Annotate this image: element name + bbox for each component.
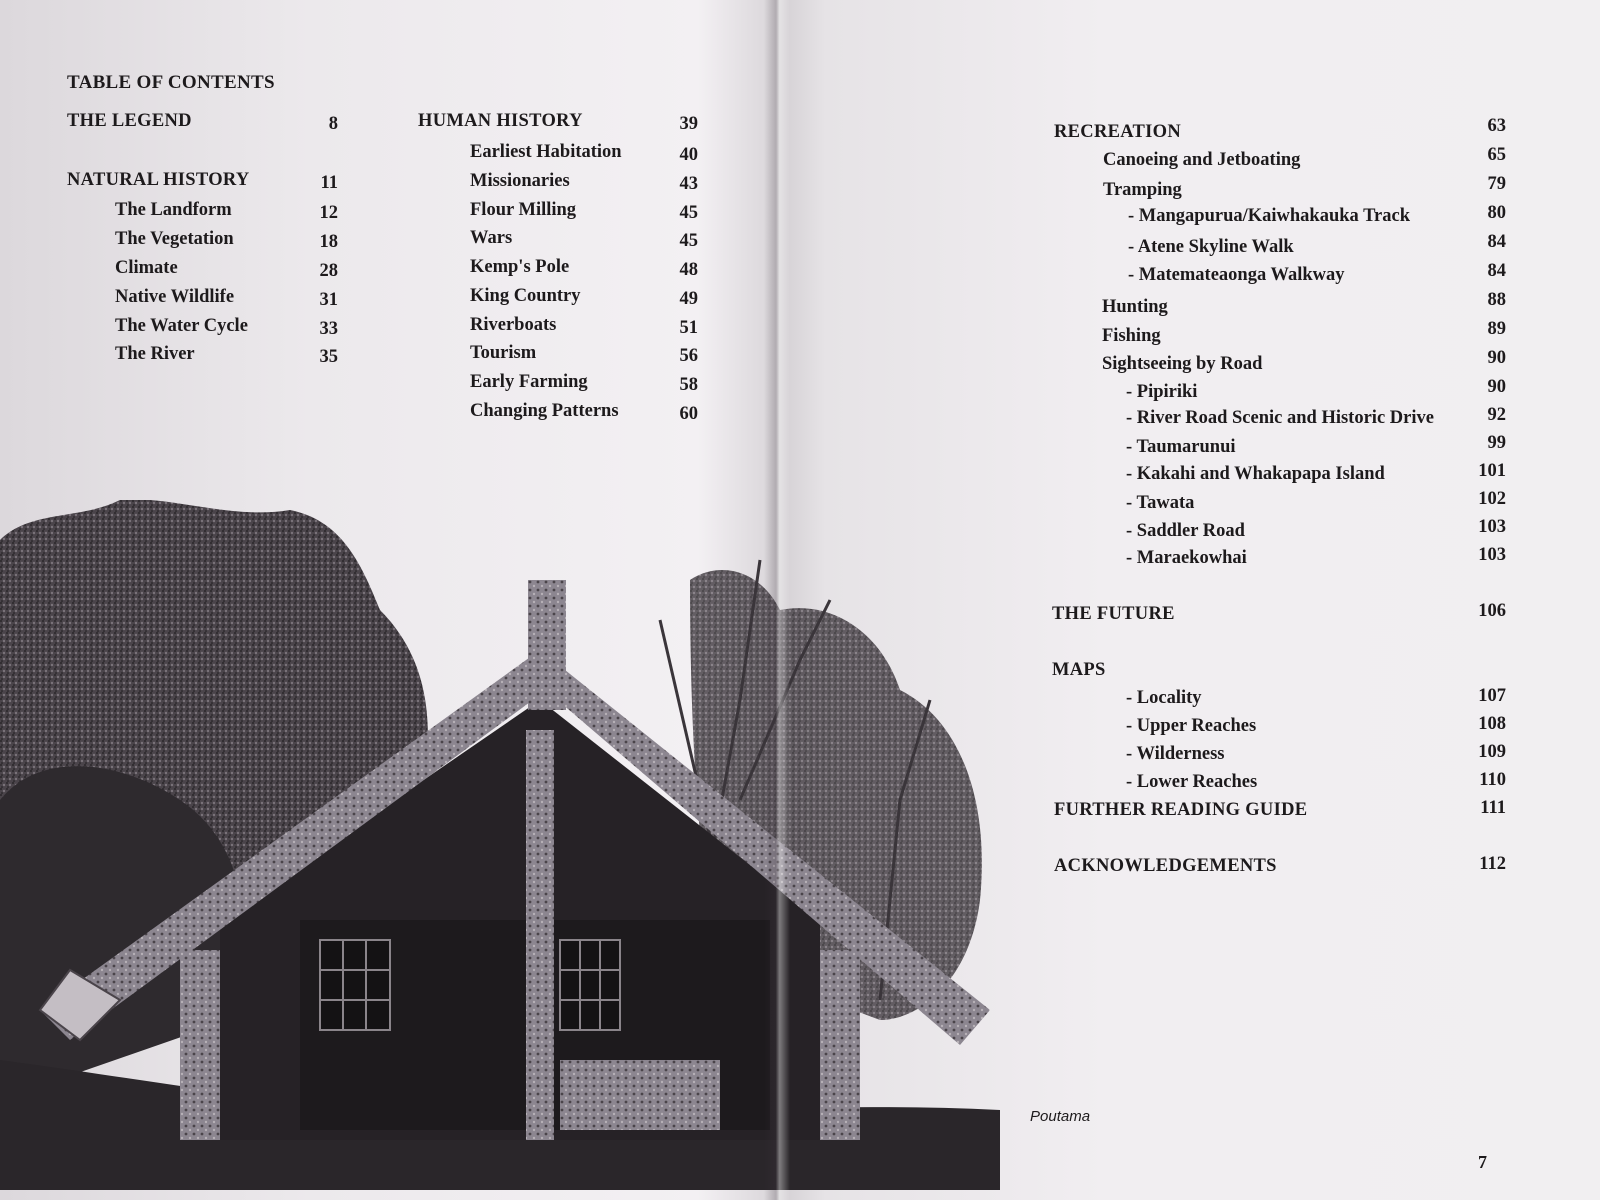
toc-page-number: 88	[1487, 290, 1506, 310]
toc-entry: - Kakahi and Whakapapa Island	[1126, 464, 1385, 484]
toc-entry: HUMAN HISTORY	[418, 111, 583, 131]
toc-entry: The Vegetation	[115, 229, 234, 249]
toc-entry: Sightseeing by Road	[1102, 354, 1263, 374]
toc-entry: - Mangapurua/Kaiwhakauka Track	[1128, 206, 1411, 226]
toc-page-number: 89	[1487, 319, 1506, 339]
toc-heading: TABLE OF CONTENTS	[67, 72, 275, 93]
toc-page-number: 8	[328, 114, 338, 134]
toc-page-number: 35	[319, 347, 338, 367]
toc-entry: Early Farming	[470, 372, 588, 392]
page-number: 7	[1478, 1152, 1487, 1172]
toc-entry: Hunting	[1102, 297, 1168, 317]
toc-entry: The Landform	[115, 200, 232, 220]
toc-page-number: 45	[679, 203, 698, 223]
toc-page-number: 109	[1478, 742, 1506, 762]
toc-entry: RECREATION	[1054, 122, 1182, 142]
toc-entry: Changing Patterns	[470, 401, 619, 421]
toc-entry: THE FUTURE	[1052, 604, 1175, 624]
toc-entry: Flour Milling	[470, 200, 577, 220]
toc-entry: - Taumarunui	[1126, 437, 1236, 457]
toc-page-number: 92	[1487, 405, 1506, 425]
toc-page-number: 33	[319, 319, 338, 339]
toc-page-number: 31	[319, 290, 338, 310]
toc-page-number: 63	[1487, 116, 1506, 136]
toc-page-number: 45	[679, 231, 698, 251]
toc-page-number: 56	[679, 346, 698, 366]
toc-entry: Native Wildlife	[115, 287, 235, 307]
toc-page-number: 12	[319, 203, 338, 223]
toc-page-number: 18	[319, 232, 338, 252]
meeting-house-photo	[0, 500, 1000, 1190]
toc-entry: - Atene Skyline Walk	[1128, 237, 1294, 257]
toc-entry: - Pipiriki	[1126, 382, 1198, 402]
toc-entry: Climate	[115, 258, 178, 278]
book-spine-shadow	[764, 0, 790, 1200]
toc-entry: - Maraekowhai	[1126, 548, 1247, 568]
toc-page-number: 99	[1487, 433, 1506, 453]
toc-page-number: 43	[679, 174, 698, 194]
toc-entry: Canoeing and Jetboating	[1103, 150, 1301, 170]
toc-page-number: 90	[1487, 348, 1506, 368]
toc-entry: - Saddler Road	[1126, 521, 1245, 541]
toc-page-number: 39	[679, 114, 698, 134]
toc-page-number: 28	[319, 261, 338, 281]
toc-page-number: 48	[679, 260, 698, 280]
toc-page-number: 80	[1487, 203, 1506, 223]
toc-entry: ACKNOWLEDGEMENTS	[1054, 856, 1277, 876]
toc-entry: THE LEGEND	[67, 111, 192, 131]
toc-page-number: 40	[679, 145, 698, 165]
toc-entry: - Wilderness	[1126, 744, 1225, 764]
toc-entry: FURTHER READING GUIDE	[1054, 800, 1308, 820]
toc-entry: Wars	[470, 228, 513, 248]
toc-page-number: 106	[1478, 601, 1506, 621]
toc-entry: - Matemateaonga Walkway	[1128, 265, 1345, 285]
toc-entry: Earliest Habitation	[470, 142, 622, 162]
toc-page-number: 103	[1478, 517, 1506, 537]
photo-caption: Poutama	[1030, 1108, 1091, 1125]
toc-page-number: 51	[679, 318, 698, 338]
toc-page-number: 58	[679, 375, 698, 395]
toc-page-number: 108	[1478, 714, 1506, 734]
toc-entry: - Upper Reaches	[1126, 716, 1257, 736]
toc-entry: - River Road Scenic and Historic Drive	[1126, 408, 1434, 428]
toc-entry: MAPS	[1052, 660, 1106, 680]
toc-page-number: 84	[1487, 232, 1506, 252]
toc-entry: NATURAL HISTORY	[67, 170, 250, 190]
toc-page-number: 107	[1478, 686, 1506, 706]
toc-page-number: 60	[679, 404, 698, 424]
toc-page-number: 110	[1479, 770, 1506, 790]
toc-page-number: 111	[1480, 798, 1506, 818]
toc-entry: Fishing	[1102, 326, 1161, 346]
toc-entry: The Water Cycle	[115, 316, 248, 336]
toc-entry: Tourism	[470, 343, 537, 363]
toc-page-number: 49	[679, 289, 698, 309]
toc-entry: King Country	[470, 286, 581, 306]
toc-page-number: 101	[1478, 461, 1506, 481]
toc-page-number: 103	[1478, 545, 1506, 565]
toc-page-number: 65	[1487, 145, 1506, 165]
toc-page-number: 79	[1487, 174, 1506, 194]
toc-page-number: 112	[1479, 854, 1506, 874]
toc-page-number: 90	[1487, 377, 1506, 397]
toc-entry: Kemp's Pole	[470, 257, 570, 277]
toc-page-number: 102	[1478, 489, 1506, 509]
toc-entry: The River	[115, 344, 195, 364]
toc-entry: Missionaries	[470, 171, 570, 191]
toc-entry: - Lower Reaches	[1126, 772, 1258, 792]
toc-entry: - Locality	[1126, 688, 1202, 708]
toc-entry: Tramping	[1103, 180, 1182, 200]
toc-entry: - Tawata	[1126, 493, 1195, 513]
toc-page-number: 84	[1487, 261, 1506, 281]
toc-entry: Riverboats	[470, 315, 557, 335]
toc-page-number: 11	[320, 173, 338, 193]
